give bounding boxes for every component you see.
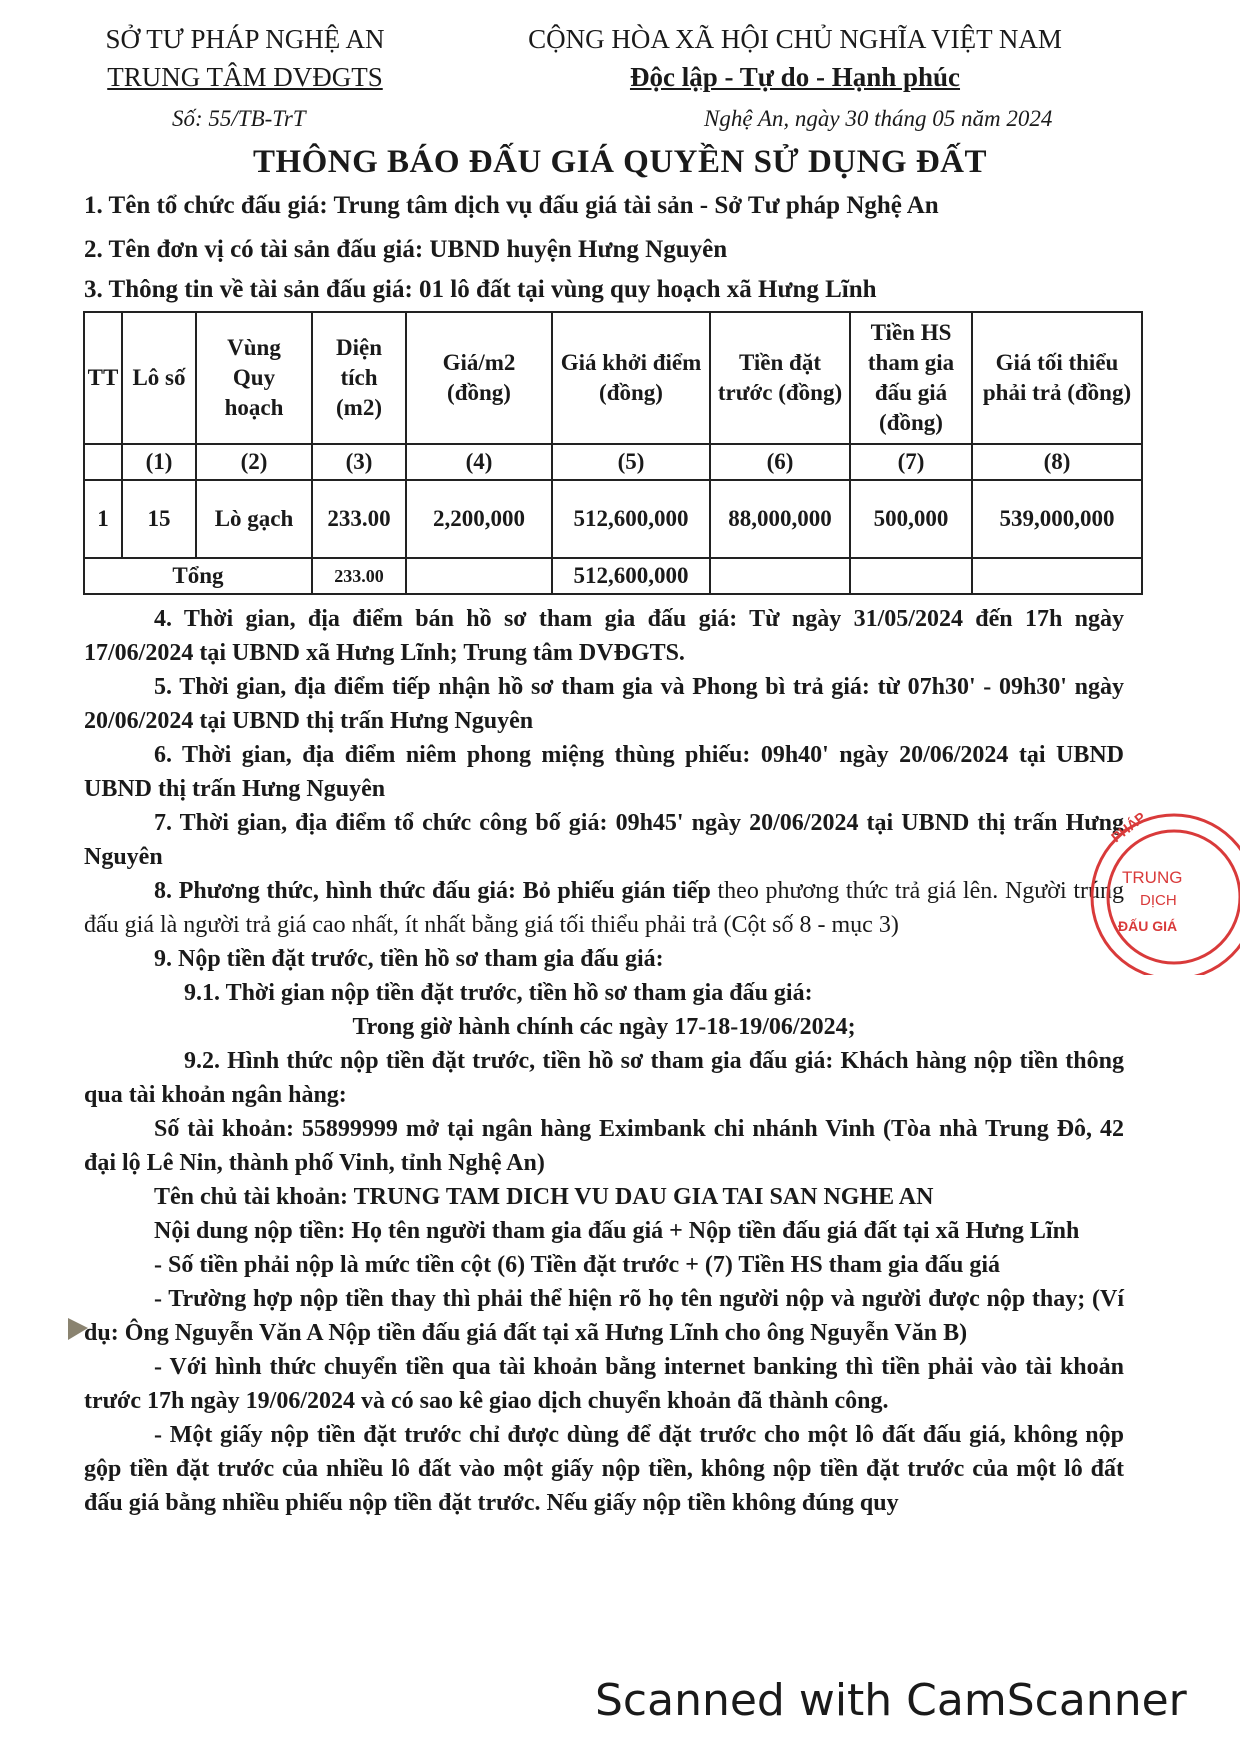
cell-tt: 1 — [84, 480, 122, 558]
org-parent: SỞ TƯ PHÁP NGHỆ AN — [105, 24, 385, 54]
header-dien-tich: Diện tích (m2) — [312, 312, 406, 444]
paragraph-9-2: 9.2. Hình thức nộp tiền đặt trước, tiền hồ sơ tham gia đấu giá: Khách hàng nộp tiền thông qua tài khoản ngân hàng: — [84, 1048, 1124, 1108]
col-num: (7) — [850, 444, 972, 480]
cell-tien-dat-truoc: 88,000,000 — [710, 480, 850, 558]
col-num: (1) — [122, 444, 196, 480]
payment-content: Nội dung nộp tiền: Họ tên người tham gia đấu giá + Nộp tiền đấu giá đất tại xã Hưng Lĩnh — [154, 1218, 1080, 1244]
header-tien-hs: Tiền HS tham gia đấu giá (đồng) — [850, 312, 972, 444]
cell-gia-toi-thieu: 539,000,000 — [972, 480, 1142, 558]
section-3: 3. Thông tin về tài sản đấu giá: 01 lô đất tại vùng quy hoạch xã Hưng Lĩnh — [84, 276, 877, 303]
table-header-row — [84, 312, 1142, 444]
cell-lo: 15 — [122, 480, 196, 558]
paragraph-7: 7. Thời gian, địa điểm tổ chức công bố giá: 09h45' ngày 20/06/2024 tại UBND thị trấn Hưng Nguyên — [84, 810, 1124, 870]
country-name: CỘNG HÒA XÃ HỘI CHỦ NGHĨA VIỆT NAM — [528, 24, 1062, 54]
header-national — [470, 20, 1120, 96]
paragraph-9-1: 9.1. Thời gian nộp tiền đặt trước, tiền hồ sơ tham gia đấu giá: — [184, 980, 813, 1006]
paragraph-5: 5. Thời gian, địa điểm tiếp nhận hồ sơ tham gia và Phong bì trả giá: từ 07h30' - 09h30' ngày 20/06/2024 tại UBND thị trấn Hưng Nguyên — [84, 674, 1124, 734]
table-column-numbers — [84, 444, 1142, 480]
section-1: 1. Tên tổ chức đấu giá: Trung tâm dịch vụ đấu giá tài sản - Sở Tư pháp Nghệ An — [84, 192, 939, 219]
cell-tien-hs: 500,000 — [850, 480, 972, 558]
header-gia-khoi-diem: Giá khởi điểm (đồng) — [552, 312, 710, 444]
total-gia-khoi-diem: 512,600,000 — [552, 558, 710, 594]
header-gia-toi-thieu: Giá tối thiểu phải trả (đồng) — [972, 312, 1142, 444]
total-label: Tổng — [84, 558, 312, 594]
document-number: Số: 55/TB-TrT — [172, 106, 306, 131]
stamp-arc-text: PHÁP — [1107, 808, 1149, 846]
cell-gia-khoi-diem: 512,600,000 — [552, 480, 710, 558]
bullet-proxy: - Trường hợp nộp tiền thay thì phải thể hiện rõ họ tên người nộp và người được nộp thay; (Ví dụ: Ông Nguyễn Văn A Nộp tiền đấu giá đất tại xã Hưng Lĩnh cho ông Nguyễn Văn B) — [84, 1286, 1124, 1346]
header-organization — [80, 20, 410, 96]
col-num: (8) — [972, 444, 1142, 480]
cell-dien-tich: 233.00 — [312, 480, 406, 558]
col-num: (5) — [552, 444, 710, 480]
header-gia-m2: Giá/m2 (đồng) — [406, 312, 552, 444]
bullet-single-lot: - Một giấy nộp tiền đặt trước chỉ được dùng để đặt trước cho một lô đất đấu giá, không nộp gộp tiền đặt trước của nhiều lô đất vào một giấy nộp tiền, không nộp tiền đặt trước của một lô đất đấu giá bằng nhiều phiếu nộp tiền đặt trước. Nếu giấy nộp tiền không đúng quy — [84, 1422, 1124, 1516]
stamp-line-3: ĐẤU GIÁ — [1118, 918, 1178, 934]
total-dien-tich: 233.00 — [312, 558, 406, 594]
paragraph-6: 6. Thời gian, địa điểm niêm phong miệng thùng phiếu: 09h40' ngày 20/06/2024 tại UBND UBND thị trấn Hưng Nguyên — [84, 742, 1124, 802]
col-num: (4) — [406, 444, 552, 480]
header-vung: Vùng Quy hoạch — [196, 312, 312, 444]
cell-vung: Lò gạch — [196, 480, 312, 558]
paragraph-9-1-time: Trong giờ hành chính các ngày 17-18-19/06/2024; — [352, 1014, 856, 1040]
table-total-row — [84, 558, 1142, 594]
motto: Độc lập - Tự do - Hạnh phúc — [629, 62, 961, 92]
paragraph-4: 4. Thời gian, địa điểm bán hồ sơ tham gia đấu giá: Từ ngày 31/05/2024 đến 17h ngày 17/06/2024 tại UBND xã Hưng Lĩnh; Trung tâm DVĐGTS. — [84, 606, 1124, 666]
red-seal-stamp — [1082, 805, 1240, 975]
paragraph-9: 9. Nộp tiền đặt trước, tiền hồ sơ tham gia đấu giá: — [154, 946, 664, 972]
paragraph-8: 8. Phương thức, hình thức đấu giá: Bỏ phiếu gián tiếp theo phương thức trả giá lên. Người trúng đấu giá là người trả giá cao nhất, ít nhất bằng giá tối thiểu phải trả (Cột số 8 - mục 3) — [84, 878, 1124, 938]
asset-table — [83, 311, 1143, 595]
header-tt: TT — [84, 312, 122, 444]
stamp-line-2: DỊCH — [1140, 892, 1177, 909]
header-tien-dat-truoc: Tiền đặt trước (đồng) — [710, 312, 850, 444]
account-owner: Tên chủ tài khoản: TRUNG TAM DICH VU DAU GIA TAI SAN NGHE AN — [154, 1184, 934, 1210]
document-title: THÔNG BÁO ĐẤU GIÁ QUYỀN SỬ DỤNG ĐẤT — [252, 144, 988, 180]
col-num: (2) — [196, 444, 312, 480]
bullet-amount: - Số tiền phải nộp là mức tiền cột (6) Tiền đặt trước + (7) Tiền HS tham gia đấu giá — [154, 1252, 1001, 1278]
org-name: TRUNG TÂM DVĐGTS — [107, 62, 383, 92]
section-2: 2. Tên đơn vị có tài sản đấu giá: UBND huyện Hưng Nguyên — [84, 236, 728, 263]
camscanner-watermark: Scanned with CamScanner — [595, 1675, 1187, 1726]
col-num: (3) — [312, 444, 406, 480]
bank-account: Số tài khoản: 55899999 mở tại ngân hàng Eximbank chi nhánh Vinh (Tòa nhà Trung Đô, 42 đại lộ Lê Nin, thành phố Vinh, tỉnh Nghệ An) — [84, 1116, 1124, 1176]
col-num: (6) — [710, 444, 850, 480]
stamp-line-1: TRUNG — [1122, 868, 1183, 887]
header-lo: Lô số — [122, 312, 196, 444]
document-body — [84, 602, 1124, 1520]
scan-artifact-mark — [68, 1318, 88, 1340]
bullet-internet-banking: - Với hình thức chuyển tiền qua tài khoản bằng internet banking thì tiền phải vào tài khoản trước 17h ngày 19/06/2024 và có sao kê giao dịch chuyển khoản đã thành công. — [84, 1354, 1124, 1414]
table-row — [84, 480, 1142, 558]
place-date: Nghệ An, ngày 30 tháng 05 năm 2024 — [704, 106, 1053, 131]
cell-gia-m2: 2,200,000 — [406, 480, 552, 558]
